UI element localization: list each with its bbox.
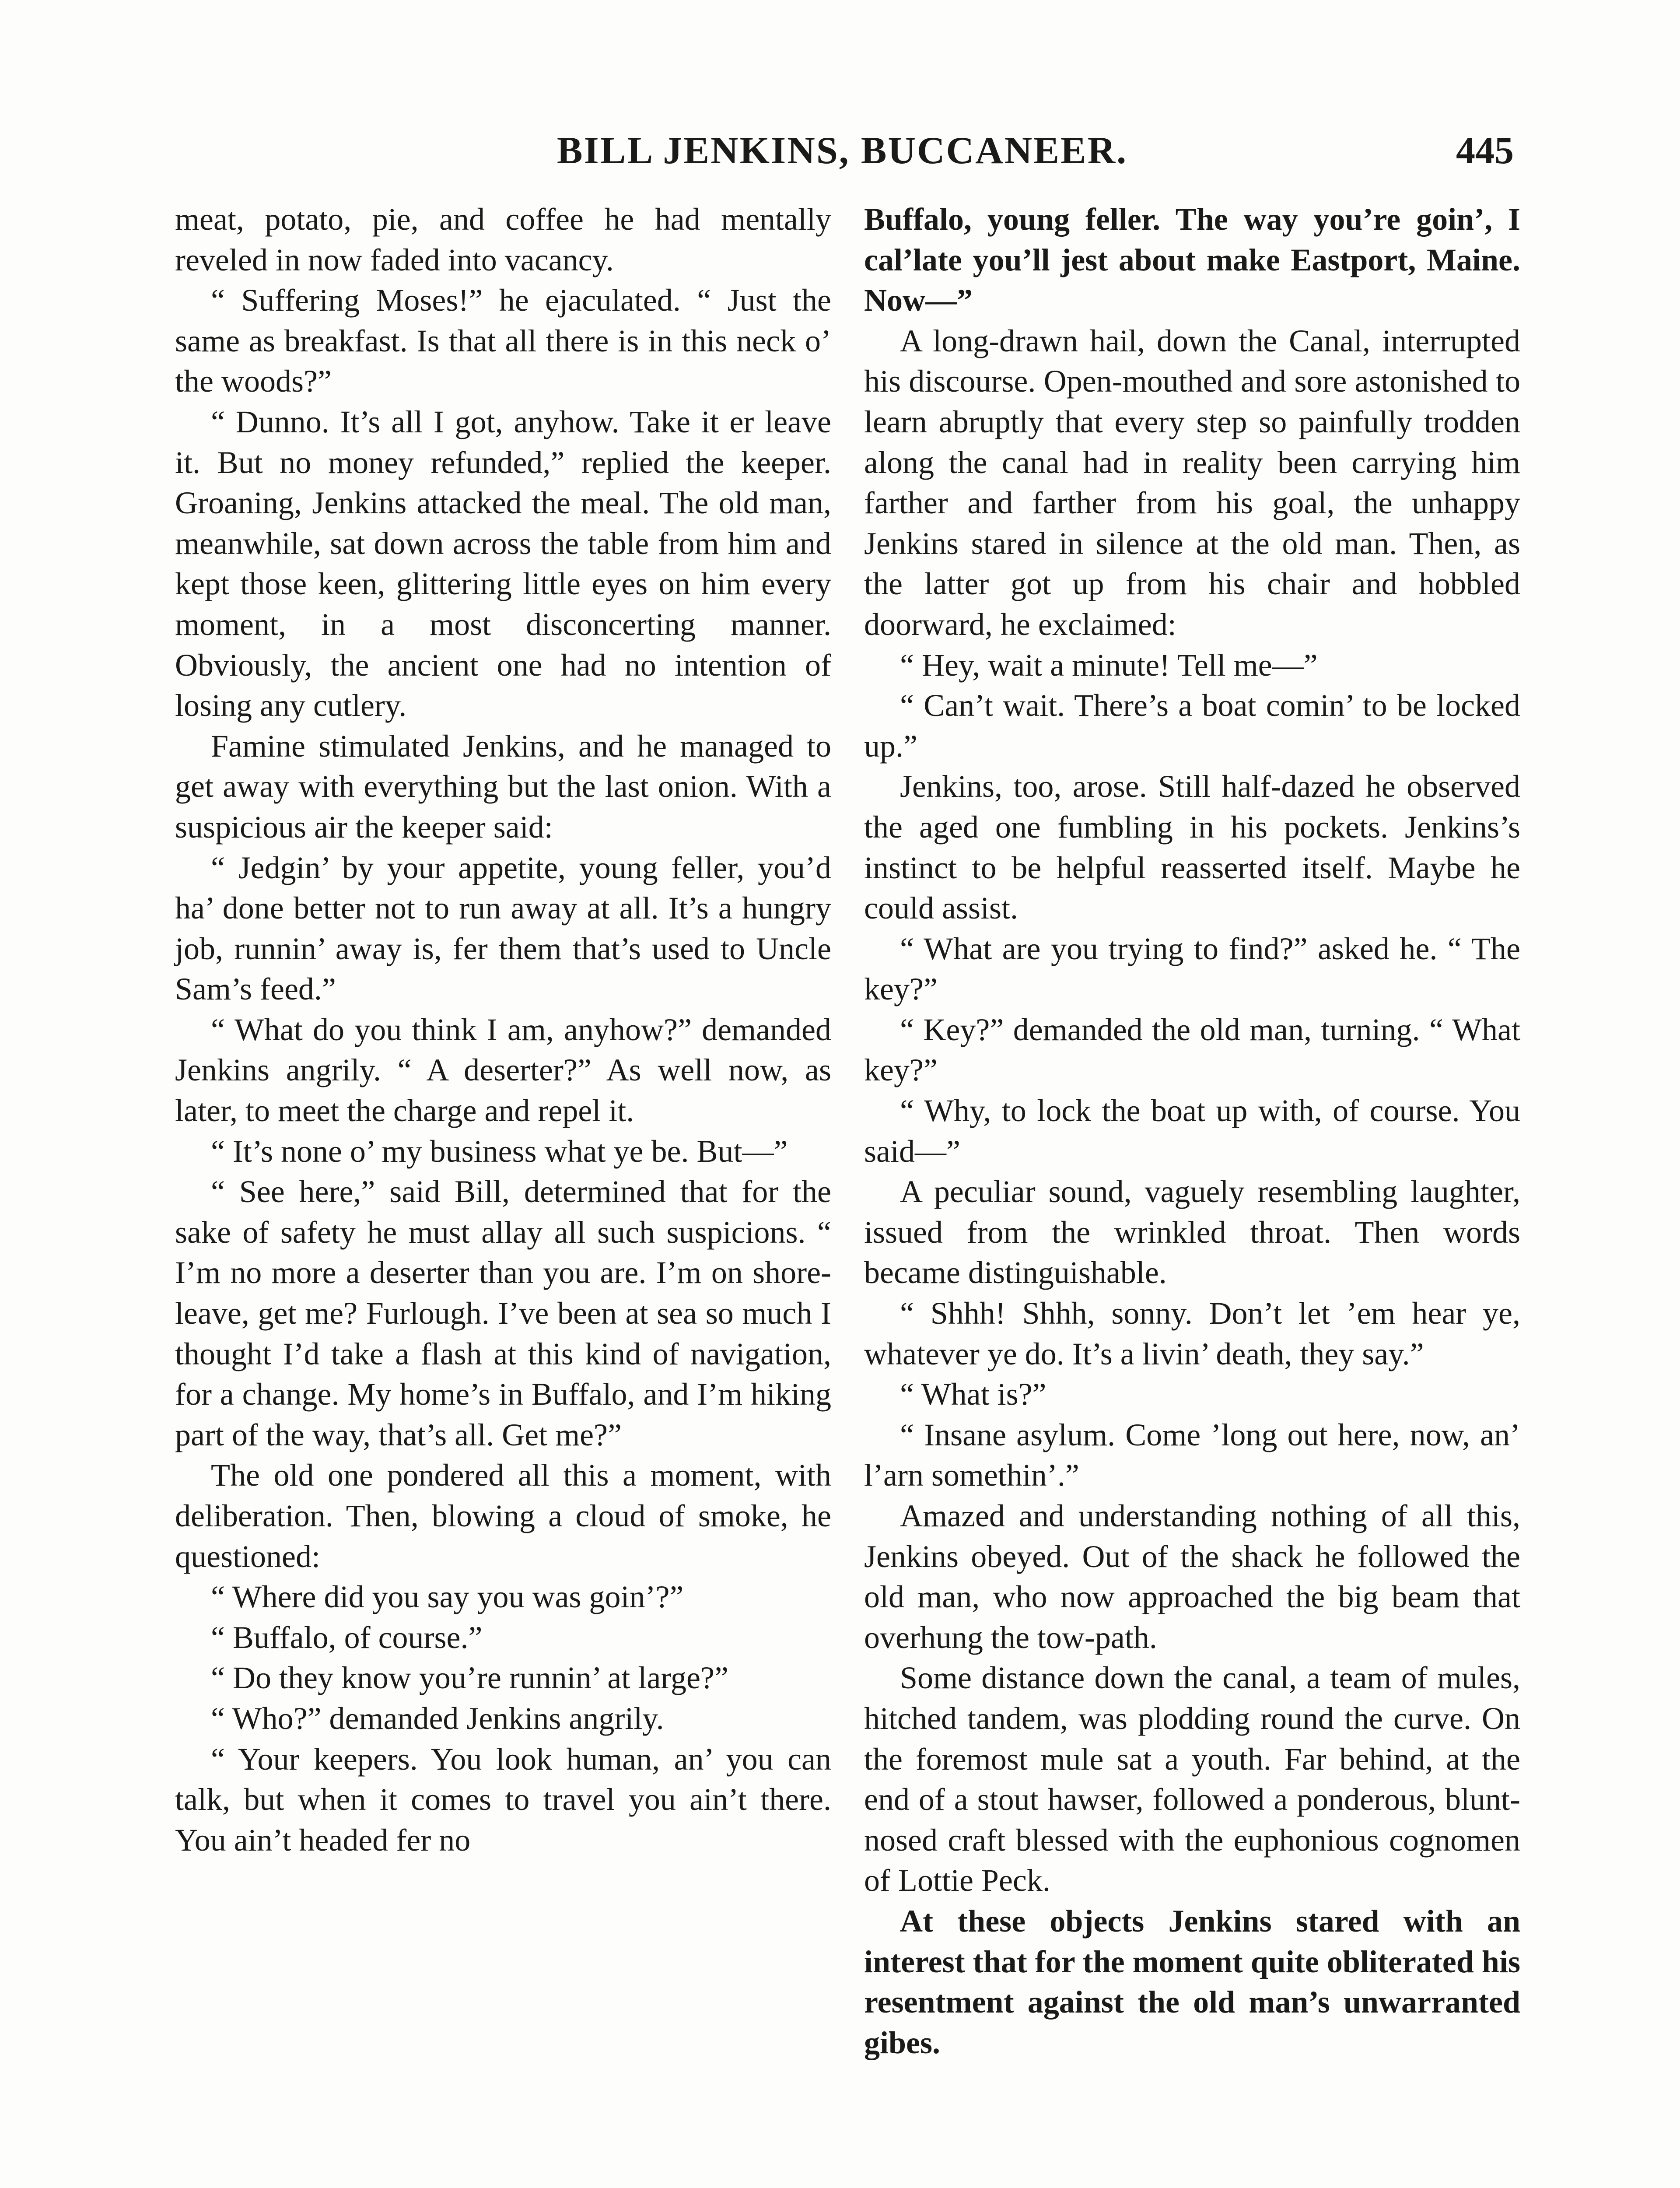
paragraph: “ Insane asylum. Come ’long out here, now, an’ l’arn somethin’.”: [864, 1417, 1520, 1493]
paragraph: “ Buffalo, of course.”: [211, 1620, 483, 1655]
paragraph: “ Who?” demanded Jenkins angrily.: [211, 1701, 664, 1736]
running-title: BILL JENKINS, BUCCANEER.: [556, 130, 1128, 172]
paragraph: A long-drawn hail, down the Canal, interrupted his discourse. Open-mouthed and sore astonished to learn abruptly that every step so painfully trodden along the canal had in reality been carrying him farther and farther from his goal, the unhappy Jenkins stared in silence at the old man. Then, as the latter got up from his chair and hobbled doorward, he exclaimed:: [864, 323, 1520, 642]
paragraph: “ Suffering Moses!” he ejaculated. “ Just the same as breakfast. Is that all there is in this neck o’ the woods?”: [175, 283, 831, 399]
paragraph: At these objects Jenkins stared with an interest that for the moment quite obliterated his resentment against the old man’s unwarranted gibes.: [864, 1903, 1520, 2060]
paragraph: “ Your keepers. You look human, an’ you can talk, but when it comes to travel you ain’t there. You ain’t headed fer no: [175, 1741, 831, 1858]
paragraph: Buffalo, young feller. The way you’re goin’, I cal’late you’ll jest about make Eastport, Maine. Now—”: [864, 202, 1520, 318]
paragraph: “ Can’t wait. There’s a boat comin’ to be locked up.”: [864, 688, 1520, 764]
paragraph: The old one pondered all this a moment, with deliberation. Then, blowing a cloud of smoke, he questioned:: [175, 1458, 831, 1574]
paragraph: “ Jedgin’ by your appetite, young feller, you’d ha’ done better not to run away at all. It’s a hungry job, runnin’ away is, fer them that’s used to Uncle Sam’s feed.”: [175, 850, 831, 1007]
paragraph: Famine stimulated Jenkins, and he managed to get away with everything but the last onion. With a suspicious air the keeper said:: [175, 728, 831, 845]
paragraph: “ Do they know you’re runnin’ at large?”: [211, 1660, 728, 1696]
paragraph: “ Shhh! Shhh, sonny. Don’t let ’em hear ye, whatever ye do. It’s a livin’ death, they say.”: [864, 1296, 1520, 1371]
running-head: [171, 125, 1514, 177]
paragraph: “ Where did you say you was goin’?”: [211, 1579, 684, 1615]
paragraph: “ What do you think I am, anyhow?” demanded Jenkins angrily. “ A deserter?” As well now, as later, to meet the charge and repel it.: [175, 1012, 831, 1129]
paragraph: “ See here,” said Bill, determined that for the sake of safety he must allay all such suspicions. “ I’m no more a deserter than you are. I’m on shore-leave, get me? Furlough. I’ve been at sea so much I thought I’d take a flash at this kind of navigation, for a change. My home’s in Buffalo, and I’m hiking part of the way, that’s all. Get me?”: [175, 1174, 831, 1452]
paragraph: “ What is?”: [900, 1377, 1046, 1412]
paragraph: “ Dunno. It’s all I got, anyhow. Take it er leave it. But no money refunded,” replied the keeper. Groaning, Jenkins attacked the meal. The old man, meanwhile, sat down across the table from him and kept those keen, glittering little eyes on him every moment, in a most disconcerting manner. Obviously, the ancient one had no intention of losing any cutlery.: [175, 404, 831, 723]
paragraph: A peculiar sound, vaguely resembling laughter, issued from the wrinkled throat. Then words became distinguishable.: [864, 1174, 1520, 1290]
paragraph: Jenkins, too, arose. Still half-dazed he observed the aged one fumbling in his pockets. Jenkins’s instinct to be helpful reasserted itself. Maybe he could assist.: [864, 769, 1520, 926]
page-number: 445: [1456, 130, 1514, 172]
paragraph: Amazed and understanding nothing of all this, Jenkins obeyed. Out of the shack he followed the old man, who now approached the big beam that overhung the tow-path.: [864, 1498, 1520, 1655]
paragraph: “ It’s none o’ my business what ye be. But—”: [211, 1133, 788, 1169]
paragraph: Some distance down the canal, a team of mules, hitched tandem, was plodding round the curve. On the foremost mule sat a youth. Far behind, at the end of a stout hawser, followed a ponderous, blunt-nosed craft blessed with the euphonious cognomen of Lottie Peck.: [864, 1660, 1520, 1898]
left-column: [175, 199, 831, 1860]
paragraph: “ Why, to lock the boat up with, of course. You said—”: [864, 1093, 1520, 1169]
paragraph: “ Key?” demanded the old man, turning. “ What key?”: [864, 1012, 1520, 1088]
right-column: [864, 199, 1520, 2063]
paragraph: meat, potato, pie, and coffee he had mentally reveled in now faded into vacancy.: [175, 202, 831, 277]
paragraph: “ What are you trying to find?” asked he. “ The key?”: [864, 931, 1520, 1007]
paragraph: “ Hey, wait a minute! Tell me—”: [900, 647, 1318, 683]
